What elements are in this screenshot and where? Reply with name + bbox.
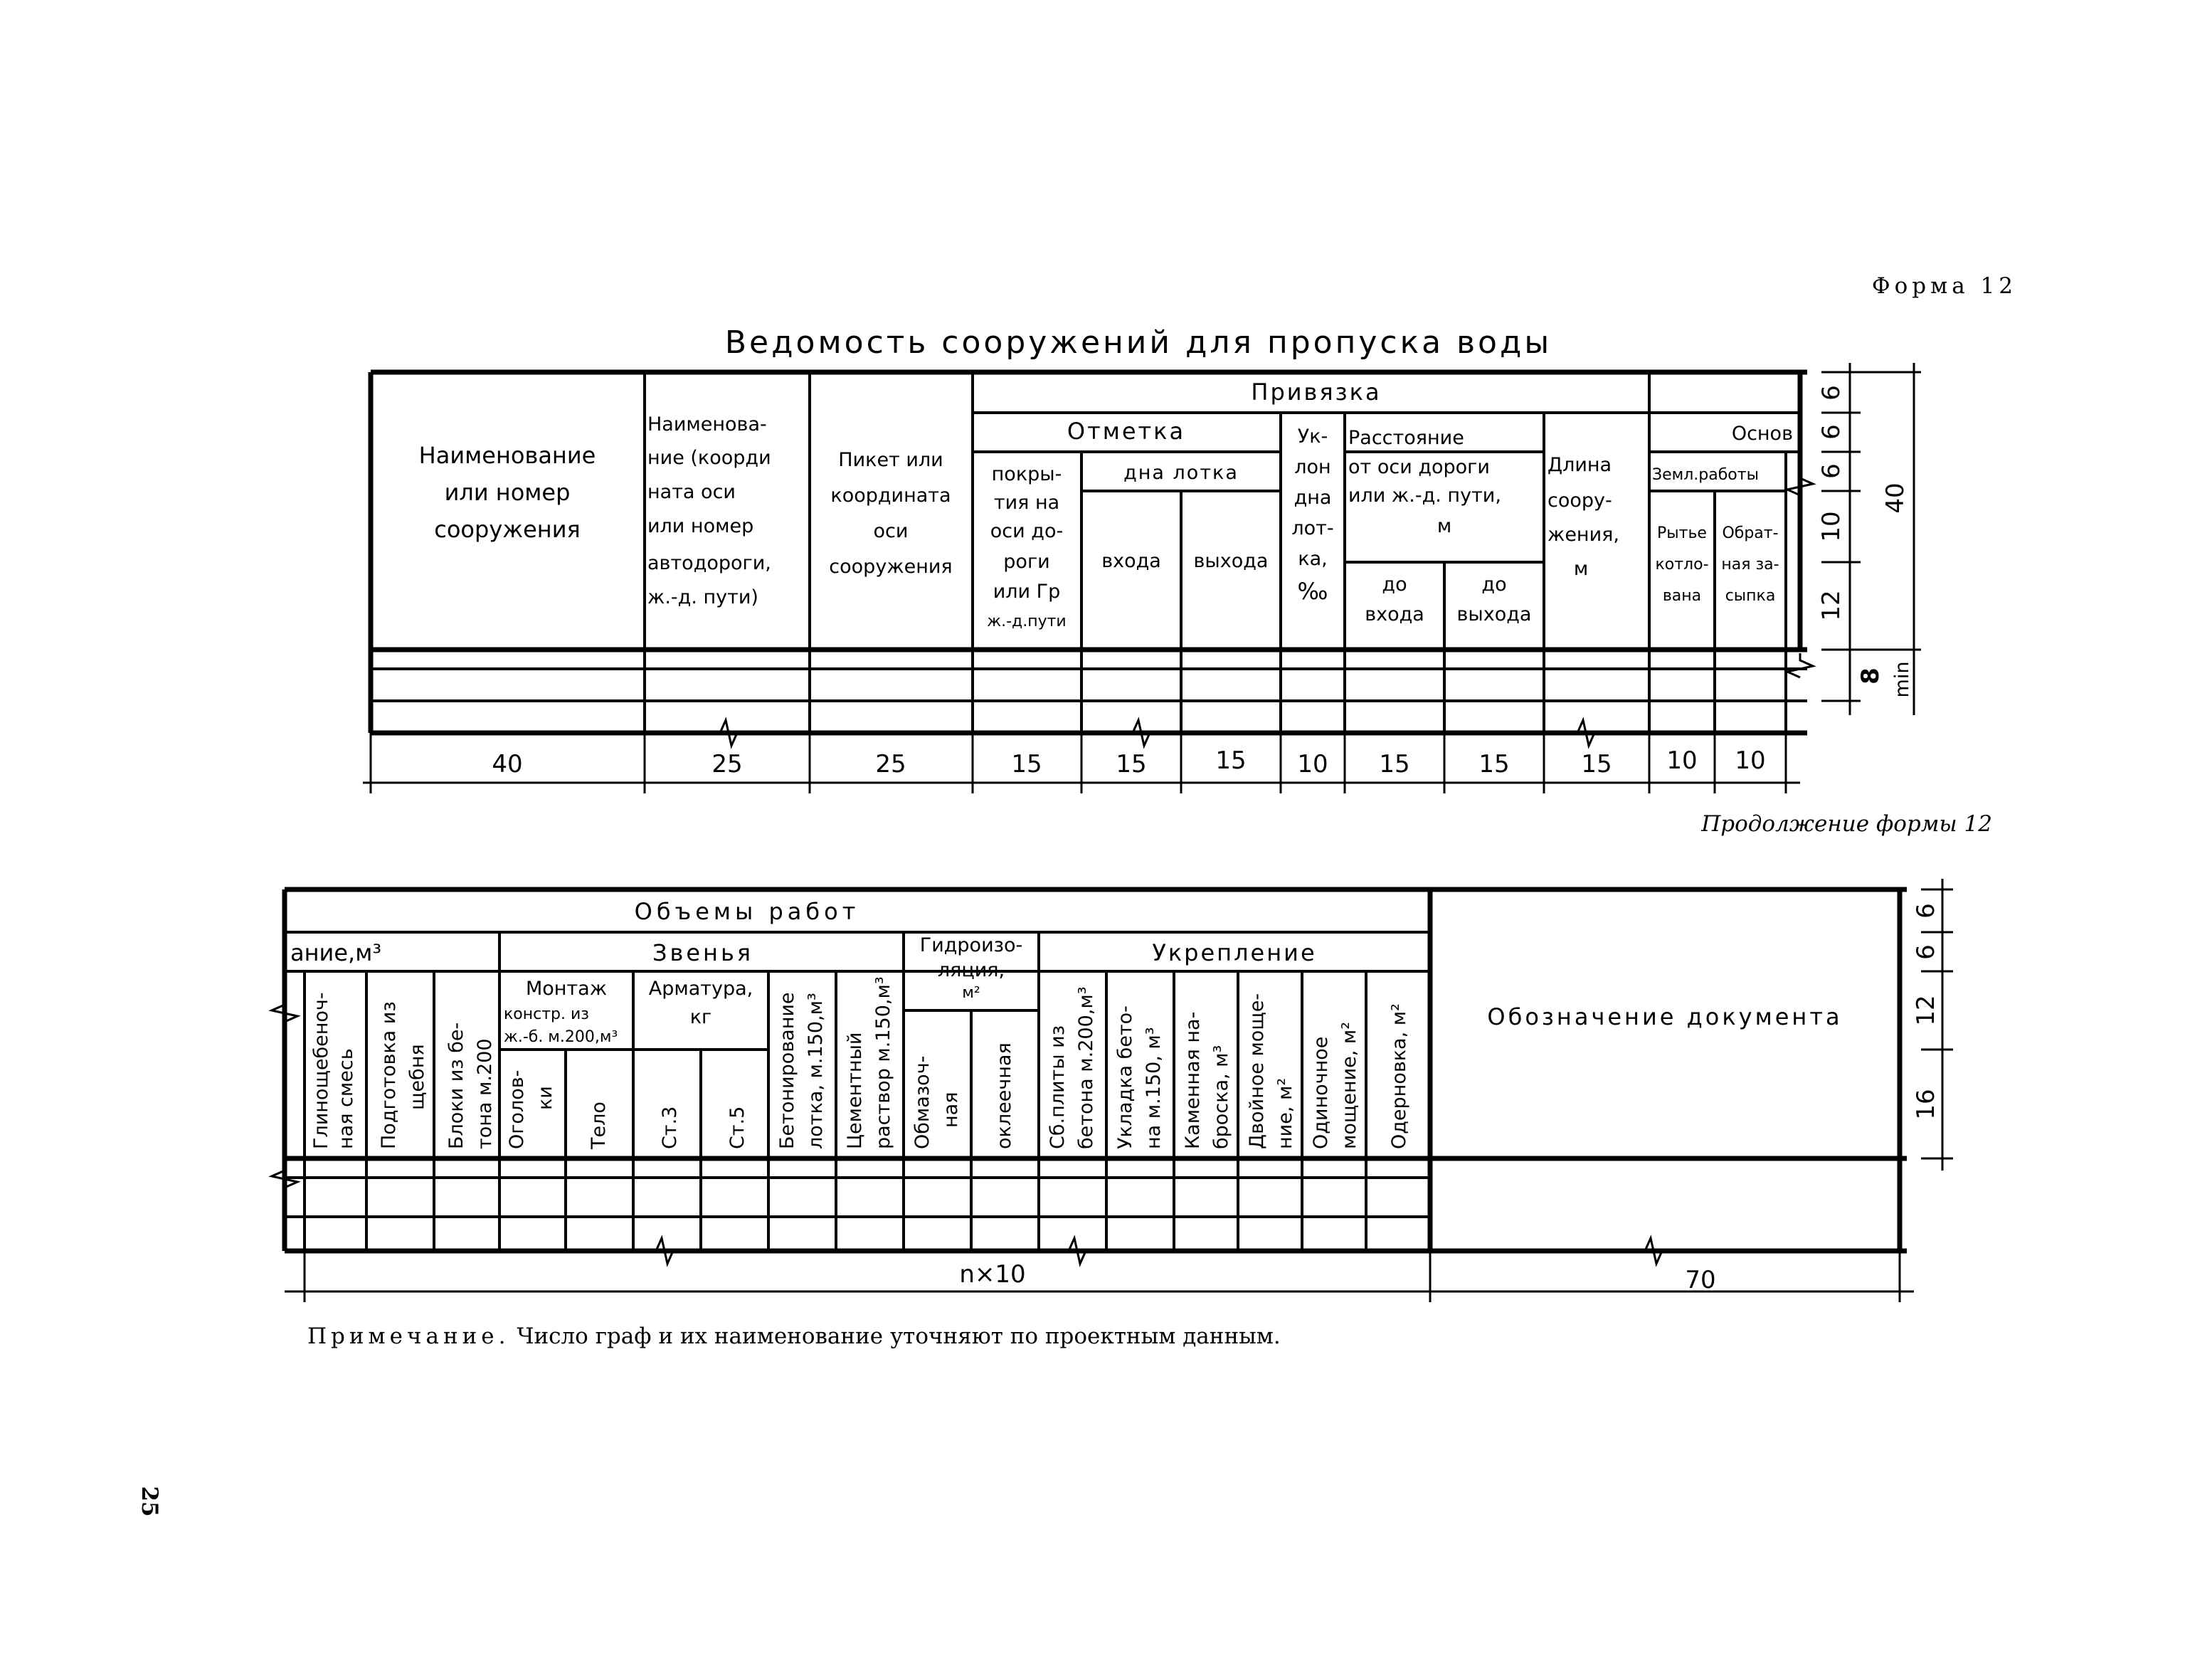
svg-text:25: 25 [711,750,743,778]
svg-text:6: 6 [1912,903,1940,919]
svg-text:оси: оси [873,520,909,542]
t2-height-dimensions [1912,879,1953,1171]
t1-privyazka: Привязка [1251,379,1382,406]
svg-text:до: до [1481,574,1507,596]
svg-text:лот-: лот- [1291,517,1334,539]
svg-text:входа: входа [1365,603,1424,625]
svg-text:Укладка бето-: Укладка бето- [1114,1005,1136,1149]
svg-text:Пикет или: Пикет или [838,449,943,471]
t1-col-road-surface [987,463,1066,630]
svg-text:Арматура,: Арматура, [648,978,753,1000]
svg-text:сыпка: сыпка [1725,587,1776,605]
t1-vyhoda: выхода [1193,550,1269,572]
svg-text:раствор м.150,м³: раствор м.150,м³ [872,976,894,1149]
document-title: Ведомость сооружений для пропуска воды [724,324,1552,361]
t1-vhoda: входа [1101,550,1161,572]
svg-text:Блоки из бе-: Блоки из бе- [445,1022,467,1149]
svg-text:Сб.плиты из: Сб.плиты из [1047,1025,1069,1149]
svg-text:Подготовка из: Подготовка из [378,1001,400,1149]
svg-text:Длина: Длина [1548,454,1612,476]
t1-col-excavation [1655,524,1708,605]
svg-text:щебня: щебня [406,1044,428,1110]
svg-text:ние, м²: ние, м² [1274,1077,1296,1149]
t1-do-vhoda [1365,574,1424,625]
svg-text:бетона м.200,м³: бетона м.200,м³ [1075,986,1097,1149]
svg-text:оси до-: оси до- [990,520,1064,542]
svg-text:Оголов-: Оголов- [506,1069,528,1149]
svg-text:кг: кг [689,1006,712,1028]
t2-ukreplenie: Укрепление [1152,939,1317,966]
svg-text:соору-: соору- [1548,490,1612,512]
svg-text:Бетонирование: Бетонирование [776,992,798,1149]
svg-text:Цементный: Цементный [844,1032,866,1149]
t1-width-dimensions [363,733,1800,793]
svg-text:6: 6 [1817,463,1846,479]
svg-text:n×10: n×10 [959,1260,1026,1289]
t1-dna-lotka: дна лотка [1123,462,1239,484]
svg-text:лон: лон [1294,456,1331,478]
t1-col-length [1548,454,1619,580]
svg-text:min: min [1891,661,1913,698]
t2-oboznachenie: Обозначение документа [1487,1003,1843,1030]
t1-height-dimensions [1817,363,1921,715]
svg-text:Наименование: Наименование [418,442,596,469]
t2-armatura [649,978,753,1028]
t2-gidro [920,934,1023,1002]
svg-text:Гидроизо-: Гидроизо- [919,934,1023,956]
svg-text:6: 6 [1912,944,1940,960]
svg-text:сооружения: сооружения [434,516,581,543]
note: Примечание. Число граф и их наименование уточняют по проектным данным. [307,1324,1281,1349]
svg-text:ната оси: ната оси [647,481,736,503]
svg-text:или ж.-д. пути,: или ж.-д. пути, [1348,485,1501,507]
svg-text:координата: координата [830,485,951,507]
svg-text:автодороги,: автодороги, [647,552,771,574]
svg-text:Обрат-: Обрат- [1722,524,1779,542]
t1-zemlraboty: Земл.работы [1652,466,1759,484]
t2-width-dimensions [285,1251,1914,1302]
t2-rotated-headers [310,976,1410,1150]
svg-text:15: 15 [1011,750,1042,778]
form-label: Форма 12 [1871,273,2017,299]
svg-text:выхода: выхода [1456,603,1532,625]
t2-montazh [504,978,618,1046]
svg-text:15: 15 [1116,750,1147,778]
svg-text:15: 15 [1379,750,1410,778]
svg-text:Одиночное: Одиночное [1310,1036,1332,1149]
svg-text:6: 6 [1817,385,1846,401]
svg-text:Ст.5: Ст.5 [726,1106,748,1149]
svg-text:10: 10 [1666,746,1698,775]
svg-text:Каменная на-: Каменная на- [1182,1011,1204,1149]
continuation-label: Продолжение формы 12 [1701,811,1992,837]
t1-col-backfill [1721,524,1779,605]
svg-text:роги: роги [1003,551,1050,573]
svg-text:40: 40 [1881,482,1910,514]
svg-text:10: 10 [1817,511,1846,542]
svg-text:8: 8 [1856,667,1885,685]
svg-text:оклеечная: оклеечная [993,1042,1015,1149]
t1-do-vyhoda [1457,574,1532,625]
t1-col-name [419,442,596,543]
t1-col-distance [1348,427,1501,537]
svg-text:Наименова-: Наименова- [647,413,767,435]
t1-col-slope [1291,426,1333,605]
svg-text:м: м [1437,515,1452,537]
svg-text:‰: ‰ [1297,578,1328,605]
svg-text:мощение, м²: мощение, м² [1338,1021,1360,1149]
svg-text:12: 12 [1912,995,1940,1026]
svg-text:ка,: ка, [1298,548,1328,570]
svg-text:лотка, м.150,м³: лотка, м.150,м³ [805,993,827,1149]
t1-osnov: Основ [1731,423,1793,445]
svg-text:10: 10 [1735,746,1766,775]
svg-text:ки: ки [534,1086,556,1110]
svg-text:на м.150, м³: на м.150, м³ [1143,1027,1165,1149]
svg-text:м²: м² [962,984,980,1002]
svg-text:ж.-б. м.200,м³: ж.-б. м.200,м³ [504,1028,618,1046]
svg-text:Ст.3: Ст.3 [659,1106,681,1149]
svg-text:тия на: тия на [993,492,1060,514]
svg-text:котло-: котло- [1655,556,1709,574]
t2-anie: ание,м³ [290,939,382,966]
svg-text:или номер: или номер [444,479,571,506]
t2-zvenya: Звенья [652,939,754,966]
svg-text:или Гр: или Гр [993,581,1061,603]
svg-text:ляция,: ляция, [937,959,1005,981]
page-number: 25 [137,1486,162,1517]
svg-text:Рытье: Рытье [1657,524,1707,542]
svg-text:констр. из: констр. из [504,1005,589,1023]
svg-text:70: 70 [1685,1266,1716,1294]
svg-text:дна: дна [1293,487,1332,509]
svg-text:15: 15 [1478,750,1510,778]
svg-text:покры-: покры- [991,463,1062,485]
svg-text:вана: вана [1662,587,1702,605]
svg-text:ние (коорди: ние (коорди [647,447,771,469]
svg-text:10: 10 [1297,750,1328,778]
svg-text:броска, м³: броска, м³ [1210,1045,1232,1149]
svg-text:40: 40 [492,750,523,778]
svg-text:м: м [1573,558,1589,580]
svg-text:от оси дороги: от оси дороги [1348,456,1490,478]
svg-text:ная смесь: ная смесь [335,1048,357,1149]
svg-text:Тело: Тело [588,1101,610,1149]
svg-text:ная: ная [940,1092,962,1128]
t1-otmetka: Отметка [1067,418,1186,445]
svg-text:ж.-д.пути: ж.-д.пути [987,613,1067,630]
svg-text:сооружения: сооружения [829,556,953,578]
svg-text:тона м.200: тона м.200 [474,1038,496,1149]
t1-col-picket [829,449,952,578]
svg-text:Обмазоч-: Обмазоч- [911,1055,933,1149]
svg-text:ж.-д. пути): ж.-д. пути) [647,586,758,608]
svg-text:12: 12 [1817,590,1846,621]
svg-text:Монтаж: Монтаж [525,978,608,1000]
t2-obemy: Объемы работ [634,898,860,925]
svg-text:15: 15 [1215,746,1247,775]
svg-text:жения,: жения, [1548,524,1619,546]
svg-text:Глинощебеноч-: Глинощебеноч- [310,992,332,1149]
svg-text:15: 15 [1581,750,1612,778]
svg-text:Ук-: Ук- [1297,426,1328,448]
svg-text:или номер: или номер [647,515,754,537]
t1-col-road-name [647,413,771,608]
svg-text:Двойное моще-: Двойное моще- [1246,993,1268,1149]
svg-text:ная за-: ная за- [1721,556,1779,574]
svg-text:16: 16 [1912,1089,1940,1120]
svg-text:25: 25 [875,750,906,778]
svg-text:6: 6 [1817,424,1846,440]
svg-text:до: до [1382,574,1407,596]
svg-text:Одерновка, м²: Одерновка, м² [1388,1003,1410,1149]
svg-text:Расстояние: Расстояние [1348,427,1464,449]
